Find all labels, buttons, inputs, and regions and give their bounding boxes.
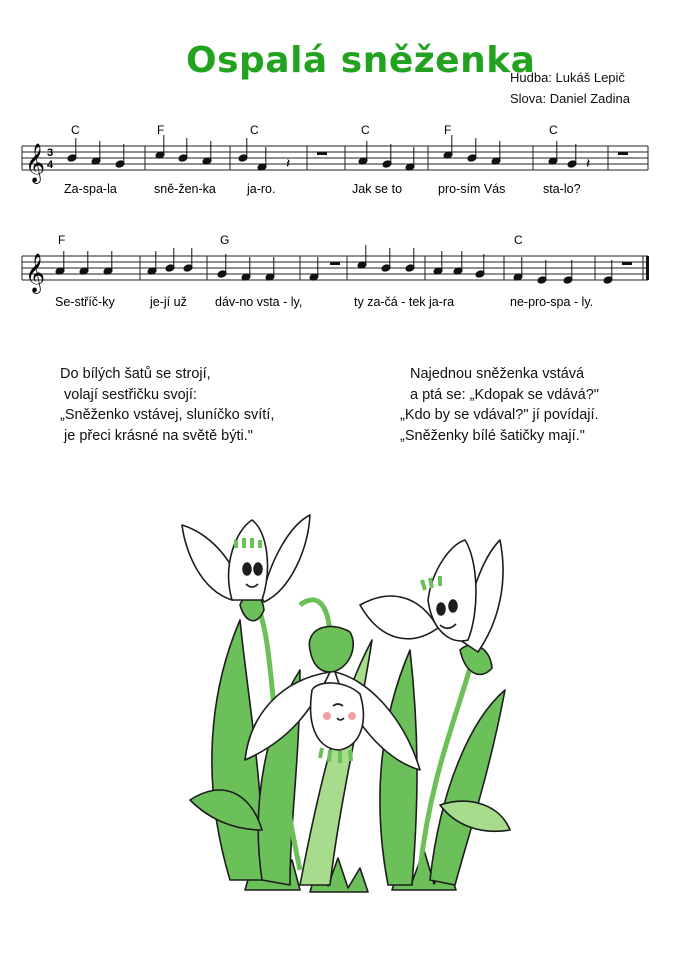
- chord-symbol: F: [58, 233, 66, 247]
- time-signature-bottom: 4: [47, 159, 54, 171]
- verse-line: „Sněženky bílé šatičky mají.": [400, 427, 585, 444]
- chord-symbol: C: [514, 233, 523, 247]
- chord-symbol: G: [220, 233, 230, 247]
- treble-clef-icon: 𝄞: [25, 143, 46, 183]
- quarter-rest: 𝄽: [286, 155, 291, 171]
- petal: [229, 520, 268, 600]
- final-barline: [646, 256, 649, 280]
- lyric-syllables: ne-pro-spa - ly.: [510, 295, 594, 309]
- lyric-syllables: sně-žen-ka: [154, 182, 216, 196]
- petal: [262, 515, 310, 602]
- verse-line: „Sněženko vstávej, sluníčko svítí,: [60, 407, 275, 423]
- time-signature-top: 3: [47, 147, 54, 159]
- chord-symbol: C: [549, 123, 558, 137]
- verse-line: a ptá se: „Kdopak se vdává?": [410, 386, 599, 403]
- chord-symbol: C: [71, 123, 80, 137]
- lyric-syllables: ty za-čá - tek ja-ra: [354, 295, 455, 309]
- staff-system-1: [0, 120, 678, 210]
- eye: [243, 563, 251, 575]
- chord-symbol: C: [250, 123, 259, 137]
- petal: [360, 596, 438, 639]
- lyric-syllables: dáv-no vsta - ly,: [215, 295, 303, 309]
- eye: [449, 600, 457, 612]
- verse-line: volají sestřičku svojí:: [64, 386, 197, 403]
- chord-symbol: F: [157, 123, 165, 137]
- lyric-syllables: je-jí už: [150, 295, 187, 309]
- whole-rest: [317, 152, 327, 155]
- verse-line: Do bílých šatů se strojí,: [60, 366, 211, 382]
- verse-1: [60, 364, 274, 446]
- snowdrop-illustration: [170, 500, 520, 905]
- eye: [437, 603, 445, 615]
- sepal: [309, 626, 353, 672]
- verse-line: „Kdo by se vdával?" jí povídají.: [400, 407, 599, 423]
- lyric-syllables: Za-spa-la: [64, 182, 117, 196]
- half-rest: [330, 262, 340, 265]
- music-credit: Hudba: Lukáš Lepič: [510, 70, 625, 85]
- lyric-syllables: pro-sím Vás: [438, 182, 506, 196]
- lyric-syllables: ja-ro.: [247, 182, 276, 196]
- cheek: [323, 712, 331, 720]
- song-title: Ospalá sněženka: [186, 40, 536, 81]
- lyric-syllables: Jak se to: [352, 182, 403, 196]
- verse-line: je přeci krásné na světě býti.": [64, 427, 253, 444]
- quarter-rest: 𝄽: [586, 155, 591, 171]
- lyric-syllables: Se-stříč-ky: [55, 295, 115, 309]
- chord-symbol: F: [444, 123, 452, 137]
- lyrics-credit: Slova: Daniel Zadina: [510, 91, 630, 106]
- half-rest: [622, 262, 632, 265]
- chord-symbol: C: [361, 123, 370, 137]
- staff-system-2: [0, 228, 678, 323]
- verse-2: [400, 364, 599, 446]
- eye: [254, 563, 262, 575]
- leaf: [430, 690, 505, 885]
- whole-rest: [618, 152, 628, 155]
- verse-line: Najednou sněženka vstává: [410, 366, 585, 382]
- cheek: [348, 712, 356, 720]
- lyric-syllables: sta-lo?: [543, 182, 581, 196]
- treble-clef-icon: 𝄞: [25, 253, 46, 293]
